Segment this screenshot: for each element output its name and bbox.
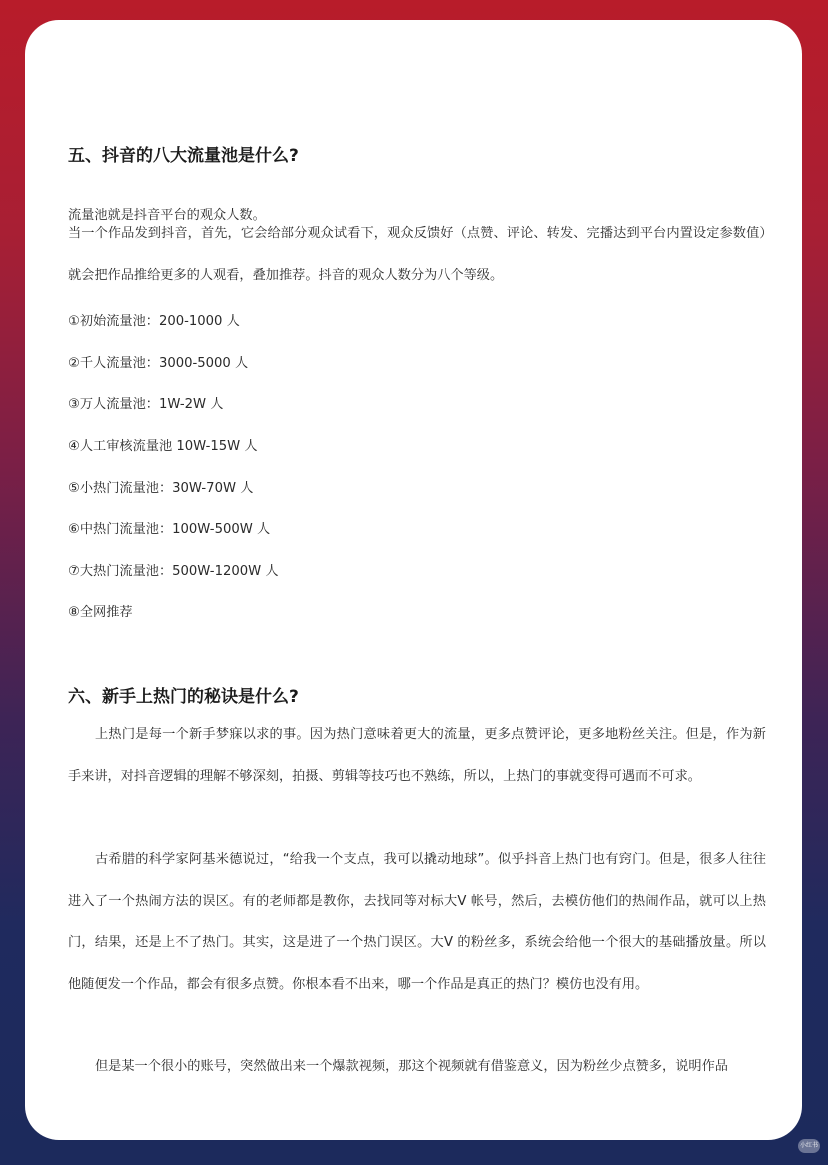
flow-pool-level-6: ⑥中热门流量池：100W-500W 人 xyxy=(68,522,271,537)
document-page xyxy=(25,20,802,1140)
section-5-body: 当一个作品发到抖音，首先，它会给部分观众试看下，观众反馈好（点赞、评论、转发、完播达到平台内置设定参数值）就会把作品推给更多的人观看，叠加推荐。抖音的观众人数分为八个等级。 xyxy=(68,226,766,283)
flow-pool-level-1: ①初始流量池：200-1000 人 xyxy=(68,314,240,329)
flow-pool-level-5: ⑤小热门流量池：30W-70W 人 xyxy=(68,481,254,496)
flow-pool-level-2: ②千人流量池：3000-5000 人 xyxy=(68,356,249,371)
flow-pool-level-3: ③万人流量池：1W-2W 人 xyxy=(68,397,224,412)
flow-pool-level-7: ⑦大热门流量池：500W-1200W 人 xyxy=(68,564,279,579)
section-6-paragraph-2: 古希腊的科学家阿基米德说过，“给我一个支点，我可以撬动地球”。似乎抖音上热门也有窍门。但是，很多人往往进入了一个热闹方法的误区。有的老师都是教你，去找同等对标大V 帐号，然后，去模仿他们的热闹作品，就可以上热门，结果，还是上不了热门。其实，这是进了一个热门误区。大V 的粉丝多，系统会给他一个很大的基础播放量。所以他随便发一个作品，都会有很多点赞。你根本看不出来，哪一个作品是真正的热门？模仿也没有用。 xyxy=(68,852,766,992)
section-5-title: 五、抖音的八大流量池是什么? xyxy=(68,146,299,166)
flow-pool-level-8: ⑧全网推荐 xyxy=(68,605,133,620)
section-5-intro: 流量池就是抖音平台的观众人数。 xyxy=(68,208,266,223)
section-6-title: 六、新手上热门的秘诀是什么? xyxy=(68,687,299,707)
flow-pool-level-4: ④人工审核流量池 10W-15W 人 xyxy=(68,439,258,454)
section-6-paragraph-1: 上热门是每一个新手梦寐以求的事。因为热门意味着更大的流量，更多点赞评论，更多地粉丝关注。但是，作为新手来讲，对抖音逻辑的理解不够深刻，拍摄、剪辑等技巧也不熟练，所以，上热门的事就变得可遇而不可求。 xyxy=(68,727,766,784)
section-6-paragraph-3: 但是某一个很小的账号，突然做出来一个爆款视频，那这个视频就有借鉴意义，因为粉丝少点赞多，说明作品 xyxy=(95,1059,728,1074)
watermark-logo: 小红书 xyxy=(798,1139,820,1153)
